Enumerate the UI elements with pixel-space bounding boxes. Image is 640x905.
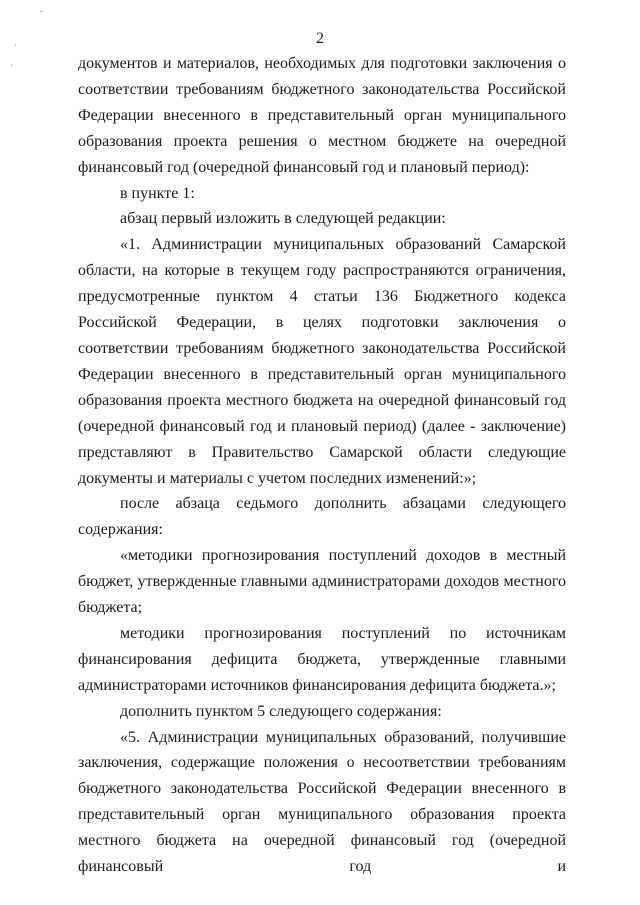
- paragraph-continuation: документов и материалов, необходимых для подготовки заключения о соответствии требованиям бюджетного законодательства Российской Федерации внесенного в представительный орган муниципального образования проекта решения о местном бюджете на очередной финансовый год (очередной финансовый год и плановый период):: [78, 55, 566, 176]
- paragraph-quote-5: «5. Администрации муниципальных образований, получившие заключения, содержащие положения о несоответствии требованиям бюджетного законодательства Российской Федерации внесенного в представительный орган муниципального образования проекта местного бюджета на очередной финансовый год (очередной финансовый год и: [78, 728, 566, 876]
- paragraph-revenue-methods: «методики прогнозирования поступлений доходов в местный бюджет, утвержденные главными администраторами доходов местного бюджета;: [78, 547, 566, 617]
- scan-speck: ·: [10, 60, 13, 70]
- scan-speck: ·: [14, 40, 17, 50]
- page-number: 2: [316, 30, 324, 47]
- paragraph-financing-methods: методики прогнозирования поступлений по источникам финансирования дефицита бюджета, утвержденные главными администраторами источников финансирования дефицита бюджета.»;: [78, 624, 566, 694]
- document-body: [78, 51, 566, 880]
- scan-speck: -: [40, 6, 43, 16]
- paragraph-amend-first: абзац первый изложить в следующей редакции:: [120, 210, 446, 228]
- paragraph-add-item-5: дополнить пунктом 5 следующего содержания:: [120, 702, 442, 720]
- paragraph-item-1: в пункте 1:: [120, 184, 195, 202]
- paragraph-after-seventh: после абзаца седьмого дополнить абзацами следующего содержания:: [78, 495, 566, 539]
- paragraph-quote-1: «1. Администрации муниципальных образований Самарской области, на которые в текущем году распространяются ограничения, предусмотренные пунктом 4 статьи 136 Бюджетного кодекса Российской Федерации, в целях подготовки заключения о соответствии требованиям бюджетного законодательства Российской Федерации внесенного в представительный орган муниципального образования проекта местного бюджета на очередной финансовый год (очередной финансовый год и плановый период) (далее - заключение) представляют в Правительство Самарской области следующие документы и материалы с учетом последних изменений:»;: [78, 236, 566, 487]
